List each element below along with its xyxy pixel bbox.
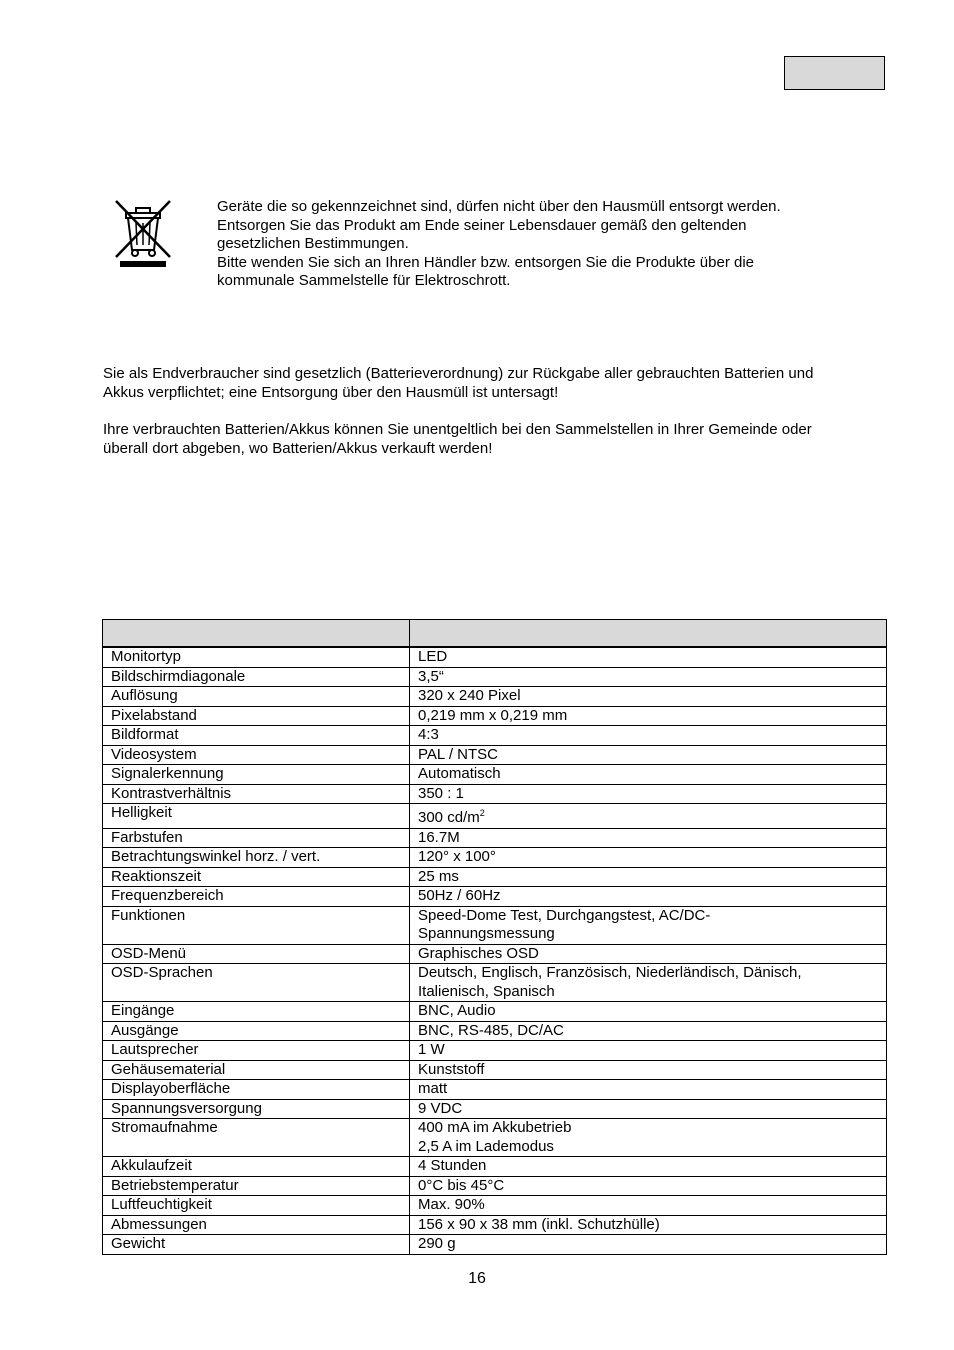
spec-value: Graphisches OSD xyxy=(418,944,539,962)
table-row xyxy=(103,648,887,668)
table-row xyxy=(103,1099,887,1119)
spec-label: Luftfeuchtigkeit xyxy=(111,1196,212,1213)
spec-value-cell xyxy=(410,1235,887,1255)
spec-value-cell xyxy=(410,1196,887,1216)
spec-label: Kontrastverhältnis xyxy=(111,784,232,802)
spec-value-line2: Spannungsmessung xyxy=(418,925,555,942)
spec-label-cell xyxy=(103,706,410,726)
spec-value-cell xyxy=(410,1002,887,1022)
table-header-row xyxy=(103,620,887,647)
table-row xyxy=(103,1041,887,1061)
spec-value: matt xyxy=(418,1080,448,1097)
spec-value-cell xyxy=(410,1157,887,1177)
table-row xyxy=(103,1235,887,1255)
spec-label-cell xyxy=(103,1021,410,1041)
table-row xyxy=(103,784,887,804)
spec-label: Displayoberfläche xyxy=(111,1080,231,1097)
spec-value-cell xyxy=(410,687,887,707)
spec-value: BNC, RS-485, DC/AC xyxy=(418,1021,564,1039)
spec-label-cell xyxy=(103,804,410,829)
spec-label-cell xyxy=(103,1060,410,1080)
language-tab-box xyxy=(784,56,885,90)
spec-value: 0°C bis 45°C xyxy=(418,1176,505,1194)
paragraph-line: Akkus verpflichtet; eine Entsorgung über den Hausmüll ist untersagt! xyxy=(103,383,559,401)
spec-label-cell xyxy=(103,1157,410,1177)
spec-value: Kunststoff xyxy=(418,1060,485,1078)
spec-label-cell xyxy=(103,867,410,887)
spec-label: Videosystem xyxy=(111,745,197,763)
spec-value: Max. 90% xyxy=(418,1196,485,1213)
spec-label-cell xyxy=(103,906,410,944)
spec-label-cell xyxy=(103,848,410,868)
spec-label: Eingänge xyxy=(111,1002,175,1019)
spec-label: Helligkeit xyxy=(111,804,172,821)
weee-line: gesetzlichen Bestimmungen. xyxy=(217,235,409,252)
table-row xyxy=(103,1157,887,1177)
spec-value-cell xyxy=(410,706,887,726)
spec-value-cell xyxy=(410,1080,887,1100)
spec-label: Reaktionszeit xyxy=(111,867,202,885)
spec-value: Deutsch, Englisch, Französisch, Niederländisch, Dänisch, xyxy=(418,964,802,981)
spec-value-cell xyxy=(410,1119,887,1157)
spec-value: 4 Stunden xyxy=(418,1157,487,1174)
spec-label: OSD-Sprachen xyxy=(111,964,213,981)
spec-label: Lautsprecher xyxy=(111,1041,199,1058)
spec-value-cell xyxy=(410,1060,887,1080)
spec-value: LED xyxy=(418,648,448,665)
spec-value-cell xyxy=(410,1021,887,1041)
spec-label-cell xyxy=(103,828,410,848)
table-row xyxy=(103,745,887,765)
spec-value-cell xyxy=(410,1099,887,1119)
spec-label-cell xyxy=(103,1080,410,1100)
spec-value: 350 : 1 xyxy=(418,784,464,802)
spec-label: Gehäusematerial xyxy=(111,1060,226,1078)
spec-value: 16.7M xyxy=(418,828,460,846)
spec-value: 9 VDC xyxy=(418,1099,463,1117)
spec-value: 1 W xyxy=(418,1041,445,1058)
paragraph-line: überall dort abgeben, wo Batterien/Akkus verkauft werden! xyxy=(103,439,493,457)
table-row xyxy=(103,1196,887,1216)
spec-label-cell xyxy=(103,765,410,785)
spec-label: Betriebstemperatur xyxy=(111,1176,239,1194)
technical-specifications-table xyxy=(102,619,887,1255)
crossed-out-wheelie-bin-icon xyxy=(112,197,174,269)
spec-label: Gewicht xyxy=(111,1235,166,1252)
spec-label-cell xyxy=(103,648,410,668)
spec-value: 4:3 xyxy=(418,726,439,743)
spec-label-cell xyxy=(103,1235,410,1255)
spec-label-cell xyxy=(103,1002,410,1022)
spec-value-cell xyxy=(410,848,887,868)
spec-value-cell xyxy=(410,1215,887,1235)
spec-value: 290 g xyxy=(418,1235,456,1252)
spec-value: PAL / NTSC xyxy=(418,745,499,763)
spec-value-cell xyxy=(410,726,887,746)
spec-value-cell xyxy=(410,1176,887,1196)
spec-label: Betrachtungswinkel horz. / vert. xyxy=(111,848,321,865)
table-row xyxy=(103,964,887,1002)
spec-label-cell xyxy=(103,784,410,804)
spec-label-cell xyxy=(103,687,410,707)
table-row xyxy=(103,848,887,868)
spec-value: 50Hz / 60Hz xyxy=(418,887,501,904)
battery-return-paragraph xyxy=(103,365,893,402)
spec-label: Stromaufnahme xyxy=(111,1119,218,1136)
spec-label-cell xyxy=(103,1176,410,1196)
spec-label: Bildformat xyxy=(111,726,179,743)
table-row xyxy=(103,1119,887,1157)
header-cell xyxy=(103,620,410,647)
table-row xyxy=(103,667,887,687)
spec-value: 0,219 mm x 0,219 mm xyxy=(418,706,568,724)
spec-value: 25 ms xyxy=(418,867,459,885)
spec-label-cell xyxy=(103,1119,410,1157)
spec-value-cell xyxy=(410,964,887,1002)
table-row xyxy=(103,1002,887,1022)
spec-value: 300 cd/m xyxy=(418,809,480,826)
spec-value-cell xyxy=(410,745,887,765)
spec-value: BNC, Audio xyxy=(418,1002,496,1019)
spec-value-cell xyxy=(410,804,887,829)
spec-value: 400 mA im Akkubetrieb xyxy=(418,1119,572,1136)
spec-label: Ausgänge xyxy=(111,1021,179,1039)
spec-label-cell xyxy=(103,1196,410,1216)
spec-value-cell xyxy=(410,784,887,804)
spec-value: Speed-Dome Test, Durchgangstest, AC/DC- xyxy=(418,906,711,924)
spec-label: Spannungsversorgung xyxy=(111,1099,262,1117)
spec-value-line2: Italienisch, Spanisch xyxy=(418,982,555,1000)
spec-label: Funktionen xyxy=(111,906,186,924)
spec-value: 156 x 90 x 38 mm (inkl. Schutzhülle) xyxy=(418,1215,660,1233)
spec-label-cell xyxy=(103,745,410,765)
spec-label-cell xyxy=(103,944,410,964)
spec-value-superscript: 2 xyxy=(479,808,485,818)
spec-value-cell xyxy=(410,867,887,887)
table-row xyxy=(103,1176,887,1196)
table-row xyxy=(103,1021,887,1041)
spec-label: Monitortyp xyxy=(111,648,182,665)
spec-label: Frequenzbereich xyxy=(111,887,224,904)
spec-value: Automatisch xyxy=(418,765,501,782)
spec-value-cell xyxy=(410,944,887,964)
table-row xyxy=(103,706,887,726)
spec-label-cell xyxy=(103,726,410,746)
paragraph-line: Ihre verbrauchten Batterien/Akkus können Sie unentgeltlich bei den Sammelstellen in Ihrer Gemeinde oder xyxy=(103,421,812,438)
spec-value-cell xyxy=(410,906,887,944)
table-row xyxy=(103,804,887,829)
weee-line: Geräte die so gekennzeichnet sind, dürfen nicht über den Hausmüll entsorgt werden. xyxy=(217,198,781,215)
battery-collection-paragraph xyxy=(103,421,893,458)
spec-label: Pixelabstand xyxy=(111,706,197,724)
spec-label-cell xyxy=(103,1215,410,1235)
spec-value: 3,5“ xyxy=(418,667,444,685)
weee-line: Bitte wenden Sie sich an Ihren Händler bzw. entsorgen Sie die Produkte über die xyxy=(217,253,754,271)
spec-value-cell xyxy=(410,667,887,687)
spec-value: 320 x 240 Pixel xyxy=(418,687,521,704)
spec-label-cell xyxy=(103,667,410,687)
spec-label: Bildschirmdiagonale xyxy=(111,667,246,685)
spec-label: Akkulaufzeit xyxy=(111,1157,192,1174)
spec-label: Auflösung xyxy=(111,687,178,704)
table-row xyxy=(103,887,887,907)
paragraph-line: Sie als Endverbraucher sind gesetzlich (Batterieverordnung) zur Rückgabe aller gebrauchten Batterien und xyxy=(103,365,814,382)
weee-disposal-notice xyxy=(217,198,857,291)
spec-value-cell xyxy=(410,1041,887,1061)
spec-value: 120° x 100° xyxy=(418,848,496,865)
table-row xyxy=(103,906,887,944)
table-row xyxy=(103,1080,887,1100)
spec-label-cell xyxy=(103,1099,410,1119)
spec-value-line2: 2,5 A im Lademodus xyxy=(418,1137,554,1155)
table-row xyxy=(103,765,887,785)
weee-line: Entsorgen Sie das Produkt am Ende seiner Lebensdauer gemäß den geltenden xyxy=(217,216,747,234)
spec-label: OSD-Menü xyxy=(111,944,187,962)
spec-value-cell xyxy=(410,765,887,785)
table-row xyxy=(103,1215,887,1235)
spec-label-cell xyxy=(103,887,410,907)
spec-value-cell xyxy=(410,828,887,848)
table-row xyxy=(103,726,887,746)
table-row xyxy=(103,944,887,964)
spec-label-cell xyxy=(103,1041,410,1061)
spec-value-cell xyxy=(410,648,887,668)
spec-label: Signalerkennung xyxy=(111,765,224,782)
table-row xyxy=(103,867,887,887)
table-row xyxy=(103,1060,887,1080)
spec-value-cell xyxy=(410,887,887,907)
weee-line: kommunale Sammelstelle für Elektroschrott. xyxy=(217,272,511,289)
table-row xyxy=(103,687,887,707)
header-cell xyxy=(410,620,887,647)
table-row xyxy=(103,828,887,848)
spec-label-cell xyxy=(103,964,410,1002)
page-number: 16 xyxy=(468,1270,486,1287)
spec-label: Farbstufen xyxy=(111,828,183,846)
spec-label: Abmessungen xyxy=(111,1215,207,1233)
